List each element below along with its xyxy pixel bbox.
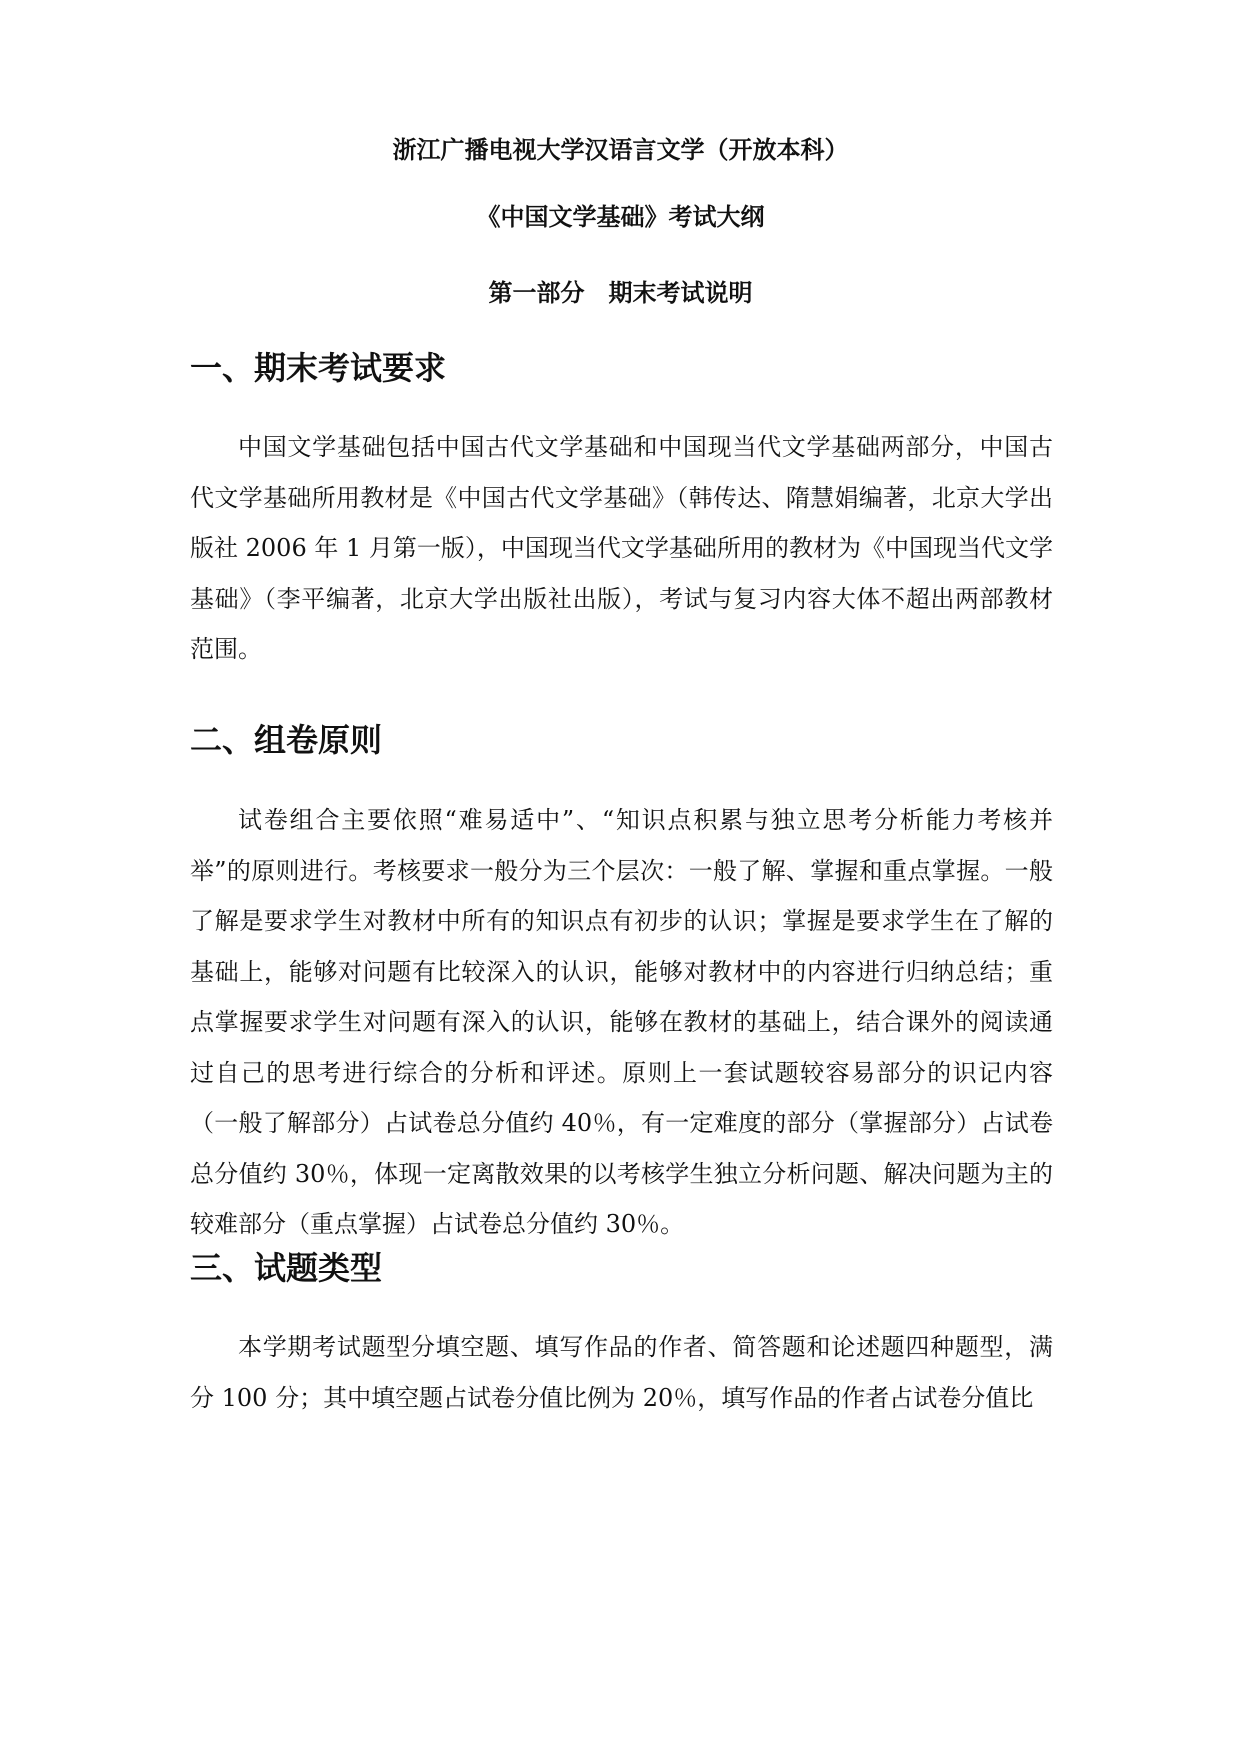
document-title-syllabus: 《中国文学基础》考试大纲 (476, 202, 765, 231)
document-title-institution: 浙江广播电视大学汉语言文学（开放本科） (392, 135, 849, 164)
section-heading-paper-principles: 二、组卷原则 (190, 721, 383, 759)
section-paragraph-question-types: 本学期考试题型分填空题、填写作品的作者、简答题和论述题四种题型，满分 100 分；其中填空题占试卷分值比例为 20％，填写作品的作者占试卷分值比 (190, 1333, 1053, 1412)
section-heading-exam-requirements: 一、期末考试要求 (190, 349, 447, 387)
section-paragraph-paper-principles: 试卷组合主要依照“难易适中”、“知识点积累与独立思考分析能力考核并举”的原则进行。考核要求一般分为三个层次：一般了解、掌握和重点掌握。一般了解是要求学生对教材中所有的知识点有初步的认识；掌握是要求学生在了解的基础上，能够对问题有比较深入的认识，能够对教材中的内容进行归纳总结；重点掌握要求学生对问题有深入的认识，能够在教材的基础上，结合课外的阅读通过自己的思考进行综合的分析和评述。原则上一套试题较容易部分的识记内容（一般了解部分）占试卷总分值约 40％，有一定难度的部分（掌握部分）占试卷总分值约 30％，体现一定离散效果的以考核学生独立分析问题、解决问题为主的较难部分（重点掌握）占试卷总分值约 30％。 (190, 806, 1053, 1238)
section-paragraph-exam-requirements: 中国文学基础包括中国古代文学基础和中国现当代文学基础两部分，中国古代文学基础所用教材是《中国古代文学基础》（韩传达、隋慧娟编著，北京大学出版社 2006 年 1 月第一版），中国现当代文学基础所用的教材为《中国现当代文学基础》（李平编著，北京大学出版社出版），考试与复习内容大体不超出两部教材范围。 (190, 433, 1053, 663)
section-heading-question-types: 三、试题类型 (190, 1249, 383, 1287)
document-part-title: 第一部分 期末考试说明 (488, 278, 753, 307)
